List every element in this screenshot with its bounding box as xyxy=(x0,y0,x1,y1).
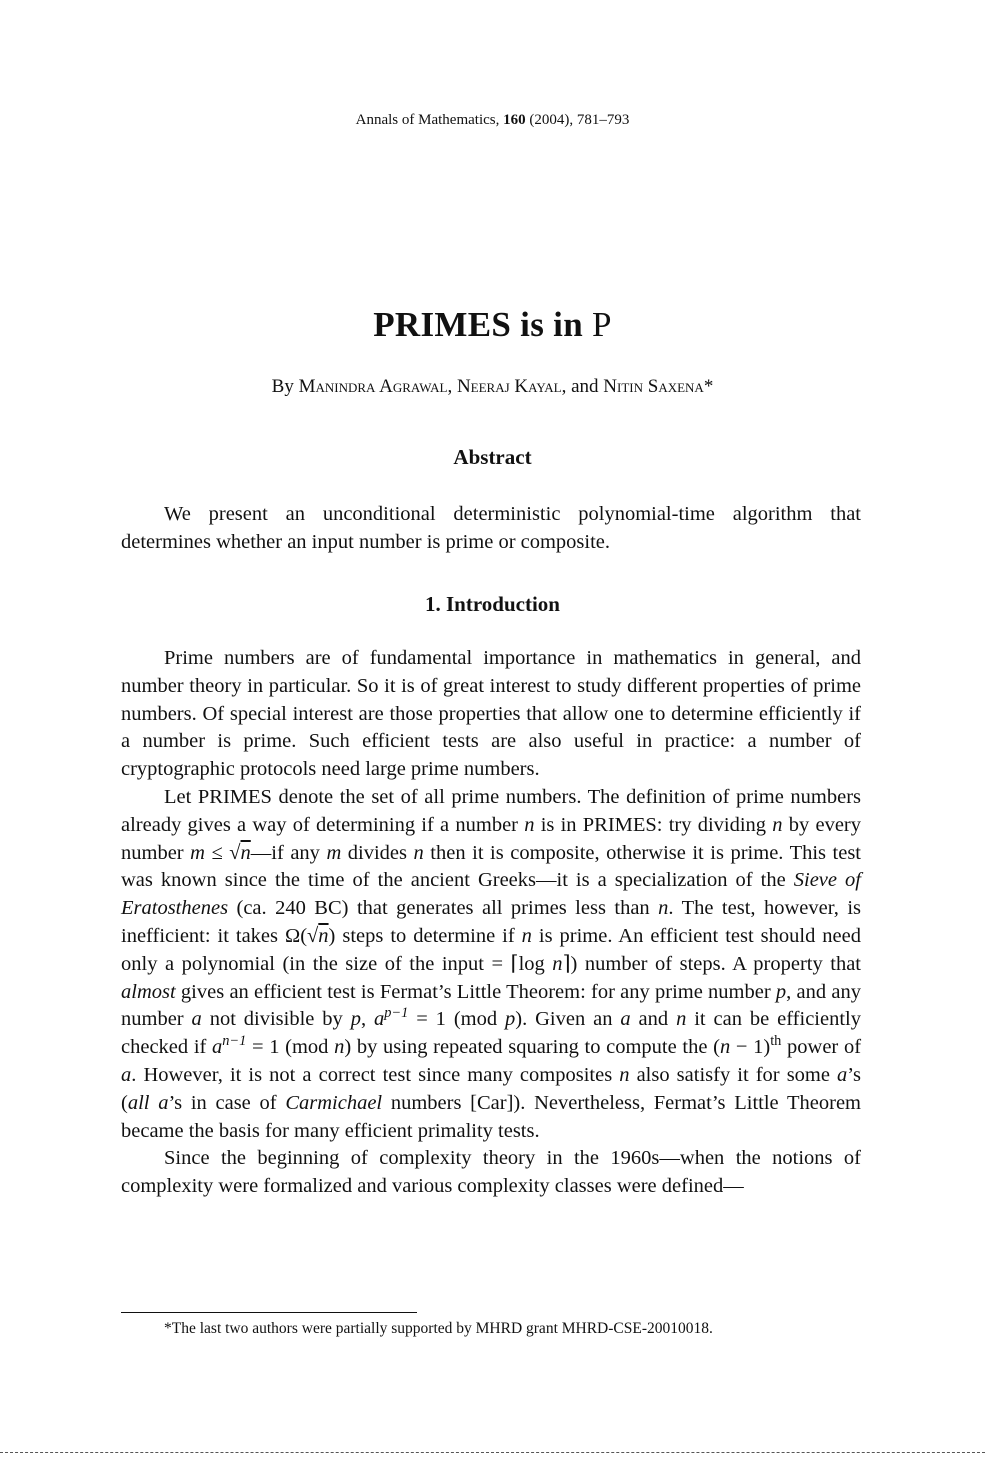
text-run: numbers [Car]). Nevertheless, Fermat’s Little Theorem became the basis for many efficient primality tests. xyxy=(121,1091,861,1142)
text-run: by every number xyxy=(121,813,861,864)
math-var: n xyxy=(318,924,329,947)
footnote: *The last two authors were partially supported by MHRD grant MHRD-CSE-20010018. xyxy=(164,1320,713,1337)
text-run: Let PRIMES denote the set of all prime numbers. The definition of prime numbers already gives a way of determining if a number xyxy=(121,785,861,836)
byline-and: , and xyxy=(561,376,599,397)
math-var: n xyxy=(240,841,251,864)
byline-comma: , xyxy=(447,376,453,397)
text-run: ’s in case of xyxy=(168,1091,286,1114)
math-var: a xyxy=(620,1008,631,1031)
math-var: m xyxy=(326,841,342,864)
journal-volume: 160 xyxy=(503,112,526,128)
math-var: a xyxy=(837,1063,848,1086)
text-run: . The test, however, is inefficient: it takes Ω(√ xyxy=(121,897,861,947)
math-var: n xyxy=(719,1036,731,1059)
sieve-term: Sieve of Eratosthenes xyxy=(121,869,861,920)
author-byline xyxy=(0,376,985,398)
running-head xyxy=(0,112,985,129)
carmichael-term: Carmichael xyxy=(285,1091,383,1114)
math-var: n xyxy=(334,1036,345,1059)
text-run: and xyxy=(630,1008,677,1031)
text-run: ). Given an xyxy=(515,1008,621,1031)
math-var: n xyxy=(524,813,535,836)
intro-paragraph-3: Since the beginning of complexity theory in the 1960s—when the notions of complexity were formalized and various complexity classes were defined— xyxy=(121,1147,861,1198)
text-run: , and any number xyxy=(121,980,861,1031)
footnote-rule xyxy=(121,1312,417,1313)
math-exponent: th xyxy=(770,1033,782,1050)
math-var: n xyxy=(676,1008,687,1031)
text-run: divides xyxy=(341,841,414,864)
title-main: PRIMES is in xyxy=(373,305,583,344)
text-run: ≤ √ xyxy=(204,841,241,864)
text-run: = 1 (mod xyxy=(408,1008,506,1031)
math-exponent: p−1 xyxy=(384,1005,409,1022)
title-class: P xyxy=(592,305,612,344)
math-var: p xyxy=(775,980,787,1003)
text-run: —if any xyxy=(250,841,327,864)
math-var: n xyxy=(552,952,563,975)
text-run: is prime. An efficient test should need only a polynomial (in the size of the input = ⌈log xyxy=(121,924,861,975)
text-run: then it is composite, otherwise it is prime. This test was known since the time of the ancient Greeks—it is a specialization of the xyxy=(121,841,862,892)
byline-by: By xyxy=(271,376,294,397)
text-run: − 1) xyxy=(730,1036,771,1059)
math-var: n xyxy=(521,924,532,947)
text-run: power of xyxy=(781,1036,862,1059)
math-var: p xyxy=(350,1008,361,1031)
text-run: , xyxy=(360,1008,375,1031)
math-var: a xyxy=(121,1063,132,1086)
text-run: (ca. 240 BC) that generates all primes less than xyxy=(228,897,659,920)
abstract-heading: Abstract xyxy=(453,445,532,469)
math-var: n xyxy=(658,897,669,920)
page-edge-divider xyxy=(0,1452,985,1453)
math-var: a xyxy=(212,1036,223,1059)
journal-year-pages: (2004), 781–793 xyxy=(529,112,630,128)
emphasis: almost xyxy=(121,980,176,1003)
author-saxena: Nitin Saxena xyxy=(603,376,704,397)
intro-paragraph-1: Prime numbers are of fundamental importance in mathematics in general, and number theory in particular. So it is of great interest to study different properties of prime numbers. Of special interest are those properties that allow one to determine efficiently if a number is prime. Such efficient tests are also useful in practice: a number of cryptographic protocols need large prime numbers. xyxy=(121,647,861,781)
intro-body xyxy=(121,645,861,1201)
text-run: also satisfy it for some xyxy=(629,1063,838,1086)
math-var: n xyxy=(772,813,783,836)
paper-title xyxy=(0,305,985,345)
footnote-marker: * xyxy=(703,376,714,397)
abstract-body xyxy=(121,501,861,557)
emphasis: all a xyxy=(127,1091,169,1114)
math-var: m xyxy=(190,841,205,864)
text-run: not divisible by xyxy=(201,1008,351,1031)
text-run: ) by using repeated squaring to compute the ( xyxy=(344,1036,720,1059)
section-heading: 1. Introduction xyxy=(425,592,560,616)
text-run: ⌉) number of steps. A property that xyxy=(562,952,861,975)
math-var: p xyxy=(505,1008,516,1031)
intro-paragraph-2 xyxy=(121,784,861,1145)
text-run: it can be efficiently checked if xyxy=(121,1008,861,1059)
math-var: n xyxy=(619,1063,630,1086)
author-agrawal: Manindra Agrawal xyxy=(298,376,448,397)
text-run: ) steps to determine if xyxy=(328,924,522,947)
text-run: = 1 (mod xyxy=(246,1036,335,1059)
text-run: ’s ( xyxy=(121,1063,861,1114)
abstract-text: We present an unconditional deterministic polynomial-time algorithm that determines whether an input number is prime or composite. xyxy=(121,503,861,553)
author-kayal: Neeraj Kayal xyxy=(456,376,562,397)
journal-name: Annals of Mathematics, xyxy=(355,112,500,128)
text-run: . However, it is not a correct test since many composites xyxy=(131,1063,620,1086)
math-var: a xyxy=(191,1008,202,1031)
math-var: a xyxy=(374,1008,385,1031)
math-var: n xyxy=(413,841,424,864)
text-run: gives an efficient test is Fermat’s Little Theorem: for any prime number xyxy=(175,980,776,1003)
text-run: is in PRIMES: try dividing xyxy=(534,813,773,836)
math-exponent: n−1 xyxy=(222,1033,247,1050)
